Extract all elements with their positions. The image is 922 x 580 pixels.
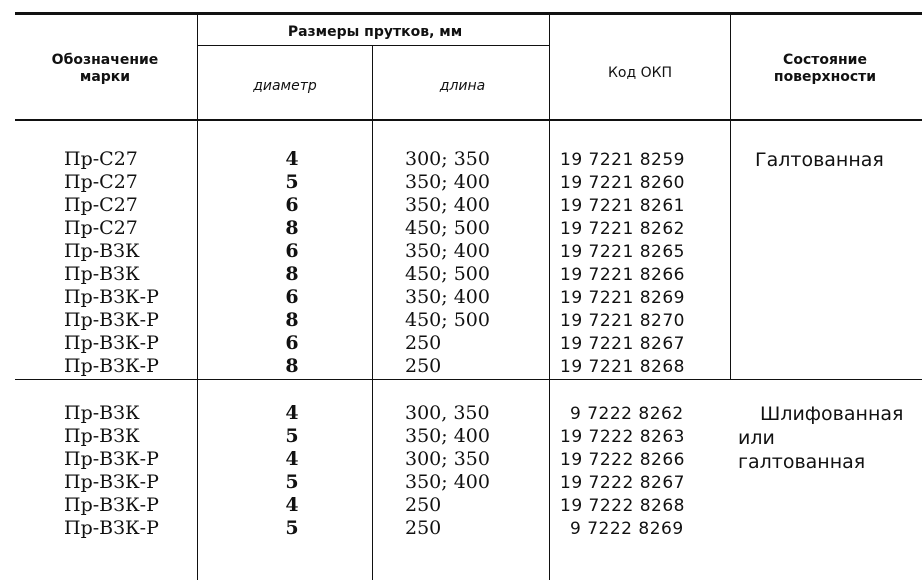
length-cell: 450; 500: [405, 263, 490, 285]
okp-cell: 19 7221 8270: [560, 311, 685, 331]
okp-cell: 19 7222 8268: [560, 496, 685, 516]
table-row: Пр-ВЗК-Р: [64, 494, 159, 516]
diameter-cell: 8: [285, 217, 299, 239]
okp-cell: 19 7221 8268: [560, 357, 685, 377]
header-surface: Состояние поверхности: [773, 52, 877, 85]
okp-cell: 19 7221 8259: [560, 150, 685, 170]
table-row: Пр-С27: [64, 171, 138, 193]
diameter-cell: 5: [285, 171, 299, 193]
okp-cell: 9 7222 8262: [570, 404, 684, 424]
diameter-cell: 6: [285, 240, 299, 262]
okp-cell: 19 7222 8266: [560, 450, 685, 470]
length-cell: 350; 400: [405, 471, 490, 493]
diameter-cell: 8: [285, 355, 299, 377]
table-row: Пр-ВЗК: [64, 240, 140, 262]
diameter-cell: 5: [285, 425, 299, 447]
group-divider-rule: [15, 379, 922, 380]
diameter-cell: 8: [285, 263, 299, 285]
length-cell: 300, 350: [405, 402, 490, 424]
length-cell: 250: [405, 517, 442, 539]
okp-cell: 19 7221 8260: [560, 173, 685, 193]
length-cell: 300; 350: [405, 448, 490, 470]
table-row: Пр-ВЗК-Р: [64, 448, 159, 470]
length-cell: 300; 350: [405, 148, 490, 170]
diameter-cell: 4: [285, 148, 299, 170]
surface-group2-line2: или: [738, 427, 775, 449]
diameter-cell: 4: [285, 448, 299, 470]
surface-group2-line1: Шлифованная: [760, 403, 904, 425]
okp-cell: 19 7221 8267: [560, 334, 685, 354]
okp-cell: 19 7221 8261: [560, 196, 685, 216]
col-divider-4: [730, 14, 731, 380]
okp-cell: 19 7221 8269: [560, 288, 685, 308]
length-cell: 350; 400: [405, 286, 490, 308]
table-row: Пр-ВЗК-Р: [64, 332, 159, 354]
table-row: Пр-С27: [64, 194, 138, 216]
length-cell: 250: [405, 332, 442, 354]
table-row: Пр-ВЗК-Р: [64, 517, 159, 539]
top-rule: [15, 12, 922, 15]
okp-cell: 19 7221 8266: [560, 265, 685, 285]
diameter-cell: 8: [285, 309, 299, 331]
col-divider-2: [372, 46, 373, 580]
length-cell: 250: [405, 355, 442, 377]
col-divider-3: [549, 14, 550, 580]
table-row: Пр-ВЗК-Р: [64, 286, 159, 308]
header-length: длина: [439, 78, 486, 94]
header-sizes: Размеры прутков, мм: [287, 24, 463, 40]
table-row: Пр-ВЗК-Р: [64, 471, 159, 493]
table-row: Пр-С27: [64, 148, 138, 170]
header-bottom-rule: [15, 119, 922, 121]
length-cell: 350; 400: [405, 240, 490, 262]
length-cell: 250: [405, 494, 442, 516]
diameter-cell: 6: [285, 332, 299, 354]
okp-cell: 9 7222 8269: [570, 519, 684, 539]
table-row: Пр-С27: [64, 217, 138, 239]
diameter-cell: 5: [285, 517, 299, 539]
table-row: Пр-ВЗК-Р: [64, 355, 159, 377]
table-row: Пр-ВЗК: [64, 402, 140, 424]
length-cell: 350; 400: [405, 194, 490, 216]
diameter-cell: 4: [285, 494, 299, 516]
table-row: Пр-ВЗК: [64, 425, 140, 447]
length-cell: 350; 400: [405, 425, 490, 447]
okp-cell: 19 7222 8263: [560, 427, 685, 447]
okp-cell: 19 7222 8267: [560, 473, 685, 493]
surface-group2-line3: галтованная: [738, 451, 866, 473]
sizes-subheader-rule: [197, 45, 549, 46]
table-row: Пр-ВЗК-Р: [64, 309, 159, 331]
okp-cell: 19 7221 8262: [560, 219, 685, 239]
diameter-cell: 6: [285, 194, 299, 216]
table-row: Пр-ВЗК: [64, 263, 140, 285]
header-mark: Обозначение марки: [51, 52, 159, 85]
col-divider-1: [197, 14, 198, 580]
diameter-cell: 6: [285, 286, 299, 308]
header-diameter: диаметр: [253, 78, 317, 94]
surface-group1: Галтованная: [755, 149, 884, 171]
header-okp: Код ОКП: [607, 65, 673, 81]
diameter-cell: 4: [285, 402, 299, 424]
length-cell: 350; 400: [405, 171, 490, 193]
diameter-cell: 5: [285, 471, 299, 493]
okp-cell: 19 7221 8265: [560, 242, 685, 262]
length-cell: 450; 500: [405, 217, 490, 239]
length-cell: 450; 500: [405, 309, 490, 331]
